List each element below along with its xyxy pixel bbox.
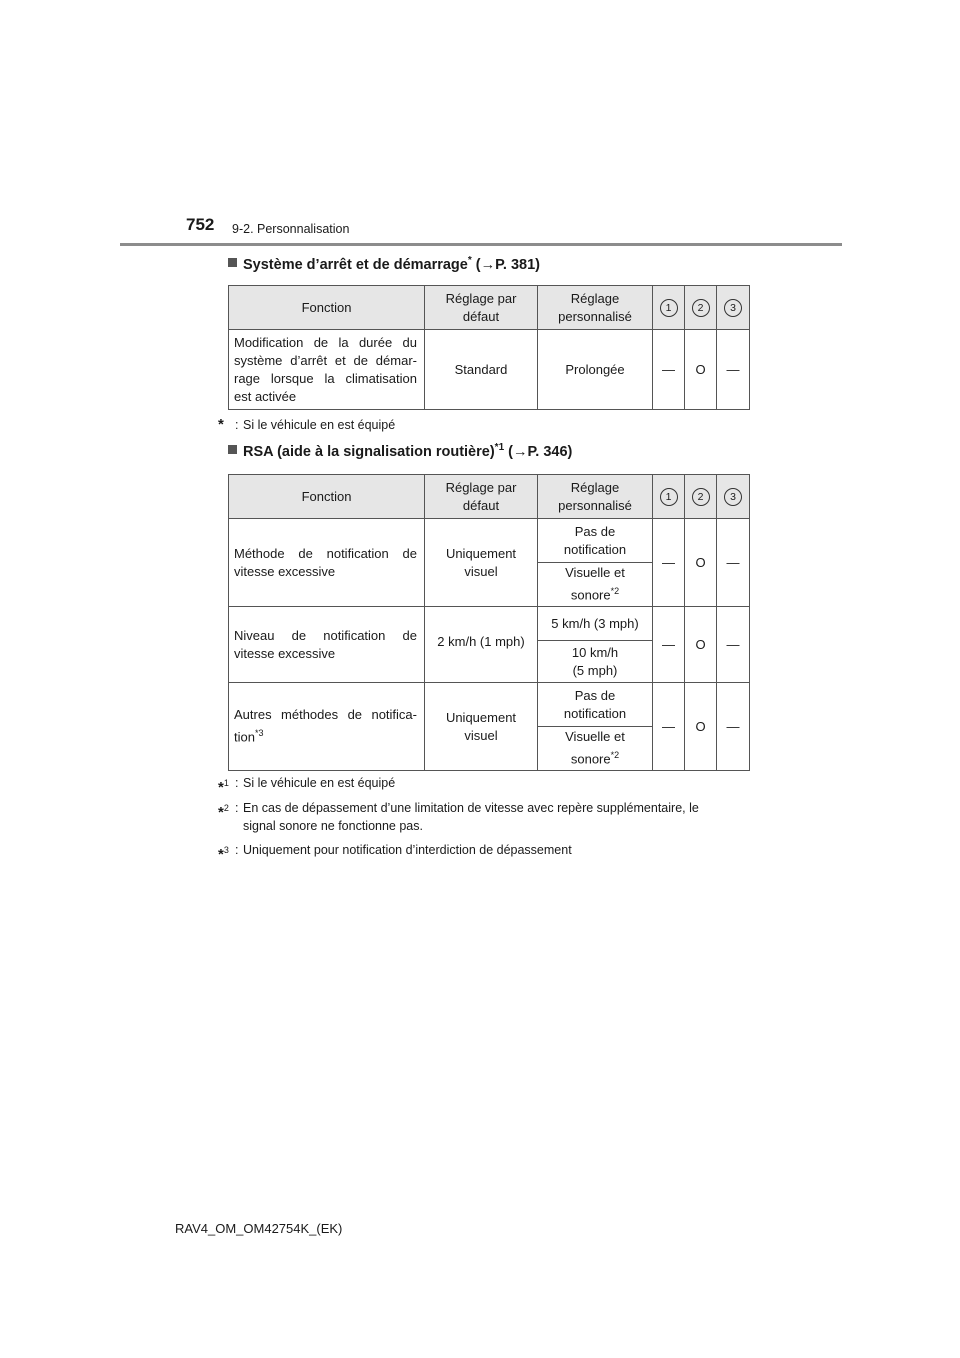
fonction-cell: Modification de la durée du système d’arrêt et de démar- rage lorsque la climatisation est activée <box>229 330 425 410</box>
column-header-defaut: Réglage par défaut <box>425 475 538 519</box>
circle-1-icon: 1 <box>660 488 678 506</box>
page-number: 752 <box>186 215 215 234</box>
footnote-marker: *2 <box>610 750 620 761</box>
option-2-cell: O <box>685 519 717 607</box>
table-header-row <box>229 475 750 519</box>
footnote-2: *$^2$ : En cas de dépassement d’une limitation de vitesse avec repère supplémentaire, le signal sonore ne fonctionne pas. <box>218 801 699 833</box>
circle-2-icon: 2 <box>692 299 710 317</box>
page-reference: (→P. 381) <box>475 256 541 273</box>
default-value: 2 km/h (1 mph) <box>425 607 538 683</box>
footnote-3: *$^3$ : Uniquement pour notification d’interdiction de dépassement <box>218 843 572 863</box>
column-header-perso: Réglage personnalisé <box>538 475 653 519</box>
footnote-marker: * <box>467 255 472 266</box>
table-row <box>229 683 750 727</box>
option-1-cell: — <box>653 607 685 683</box>
option-2-cell: O <box>685 330 717 410</box>
circle-1-icon: 1 <box>660 299 678 317</box>
table-row <box>229 519 750 563</box>
settings-table-rsa <box>228 474 750 771</box>
option-3-cell: — <box>717 607 750 683</box>
section-label: 9-2. Personnalisation <box>232 222 350 236</box>
option-3-cell: — <box>717 683 750 771</box>
page-reference: (→P. 346) <box>508 443 573 460</box>
square-bullet-icon <box>228 445 237 454</box>
custom-value-a: Pas de notification <box>538 683 653 727</box>
footnote: * : Si le véhicule en est équipé <box>218 416 396 433</box>
section-heading-stop-start <box>228 255 540 273</box>
option-3-cell: — <box>717 519 750 607</box>
section-title: RSA (aide à la signalisation routière) <box>243 443 495 460</box>
custom-value-a: 5 km/h (3 mph) <box>538 607 653 641</box>
default-value: Standard <box>425 330 538 410</box>
square-bullet-icon <box>228 258 237 267</box>
circle-2-icon: 2 <box>692 488 710 506</box>
option-1-cell: — <box>653 683 685 771</box>
table-row <box>229 607 750 641</box>
fonction-cell: Méthode de notification de vitesse excessive <box>229 519 425 607</box>
option-1-cell: — <box>653 519 685 607</box>
custom-value: Prolongée <box>538 330 653 410</box>
settings-table-stop-start <box>228 285 750 410</box>
option-2-cell: O <box>685 607 717 683</box>
option-3-cell: — <box>717 330 750 410</box>
header-divider <box>120 243 842 246</box>
column-header-fonction: Fonction <box>229 286 425 330</box>
footnote-1: *$^1$ : Si le véhicule en est équipé <box>218 776 396 796</box>
option-2-cell: O <box>685 683 717 771</box>
circle-3-icon: 3 <box>724 299 742 317</box>
default-value: Uniquement visuel <box>425 519 538 607</box>
table-row <box>229 330 750 410</box>
fonction-cell: Niveau de notification de vitesse excessive <box>229 607 425 683</box>
footnote-marker: *1 <box>494 442 505 453</box>
custom-value-a: Pas de notification <box>538 519 653 563</box>
default-value: Uniquement visuel <box>425 683 538 771</box>
column-header-defaut: Réglage par défaut <box>425 286 538 330</box>
circle-3-icon: 3 <box>724 488 742 506</box>
footnote-marker: *2 <box>610 586 620 597</box>
custom-value-b: 10 km/h (5 mph) <box>538 641 653 683</box>
custom-value-b: Visuelle et sonore$^{*2}$ <box>538 563 653 607</box>
section-heading-rsa <box>228 442 572 460</box>
column-header-fonction: Fonction <box>229 475 425 519</box>
fonction-cell: Autres méthodes de notifica- tion$^{*3}$ <box>229 683 425 771</box>
table-header-row <box>229 286 750 330</box>
option-1-cell: — <box>653 330 685 410</box>
footnote-marker: *3 <box>254 728 264 739</box>
section-title: Système d’arrêt et de démarrage <box>243 256 468 273</box>
custom-value-b: Visuelle et sonore$^{*2}$ <box>538 727 653 771</box>
document-code: RAV4_OM_OM42754K_(EK) <box>175 1221 343 1236</box>
column-header-perso: Réglage personnalisé <box>538 286 653 330</box>
